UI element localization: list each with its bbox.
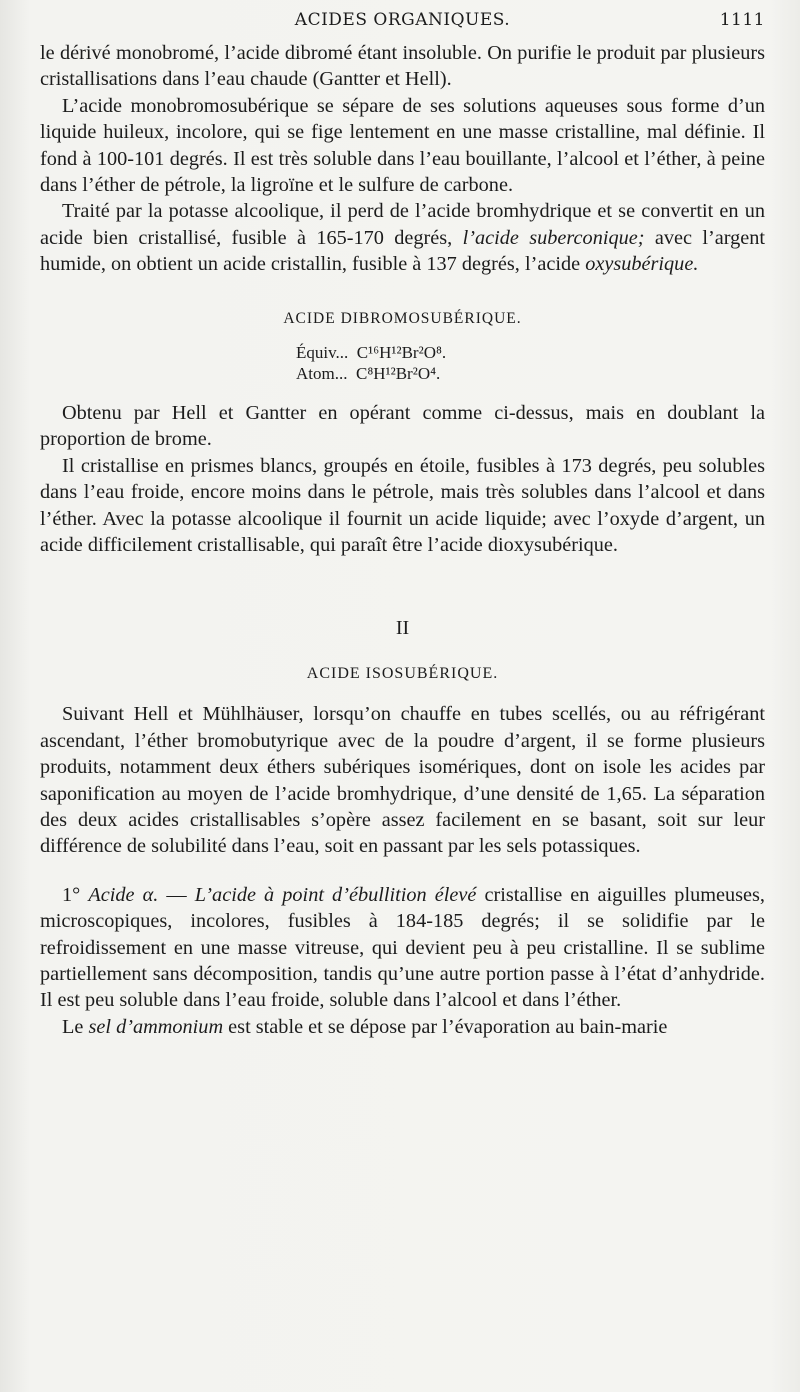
page-body (40, 40, 765, 1040)
formula-atom-row (296, 363, 765, 384)
section-title: ACIDE ISOSUBÉRIQUE. (306, 664, 499, 682)
heading-dibromosuberique: ACIDE DIBROMOSUBÉRIQUE. (283, 309, 522, 327)
text-dash: — (158, 883, 195, 906)
paragraph-potash-treatment (40, 198, 765, 277)
formula-atom-value: C⁸H¹²Br²O⁴. (355, 364, 441, 384)
paragraph-sel-ammonium (40, 1014, 765, 1040)
text-run: cristallise en aiguilles plumeuses, microscopiques, incolores, fusibles à 184-185 degrés; il se solidifie par le refroidissement en une masse vitreuse, qui devient peu à peu cristalline. Il se sublime partiellement sans décomposition, tandis qu’une autre portion passe à l’état d’anhydride. Il est peu soluble dans l’eau froide, soluble dans l’alcool et dans l’éther. (40, 883, 765, 1012)
formula-equiv-value: C¹⁶H¹²Br²O⁸. (356, 343, 447, 363)
paragraph-continuation: le dérivé monobromé, l’acide dibromé étant insoluble. On purifie le produit par plusieurs cristallisations dans l’eau chaude (Gantter et Hell). (40, 42, 765, 91)
paragraph-hell-muhlhauser: Suivant Hell et Mühlhäuser, lorsqu’on chauffe en tubes scellés, ou au réfrigérant ascendant, l’éther bromobutyrique avec de la poudre d’argent, il se forme plusieurs produits, notamment deux éthers subériques isomériques, dont on isole les acides par saponification au moyen de l’acide bromhydrique, d’une densité de 1,65. La séparation des deux acides cristallisables s’opère assez facilement en se basant, soit sur leur différence de solubilité dans l’eau, soit en passant par les sels potassiques. (40, 703, 765, 858)
paragraph-crystallise: Il cristallise en prismes blancs, groupés en étoile, fusibles à 173 degrés, peu solubles dans l’eau froide, encore moins dans le pétrole, mais très solubles dans l’alcool et dans l’éther. Avec la potasse alcoolique il fournit un acide liquide; avec l’oxyde d’argent, un acide difficilement cristallisable, qui paraît être l’acide dioxysubérique. (40, 454, 765, 557)
list-number: 1° (62, 883, 81, 906)
paragraph-acide-alpha (40, 882, 765, 1014)
paragraph-monobromo-properties: L’acide monobromosubérique se sépare de ses solutions aqueuses sous forme d’un liquide huileux, incolore, qui se fige lentement en une masse cristalline, mal définie. Il fond à 100-101 degrés. Il est très soluble dans l’eau bouillante, l’alcool et l’éther, à peine dans l’éther de pétrole, la ligroïne et le sulfure de carbone. (40, 94, 765, 197)
text-run: avec l’argent humide, on obtient un acide cristallin, fusible à 137 degrés, l’acide (40, 226, 766, 276)
italic-term-ebullition: L’acide à point d’ébullition élevé (194, 883, 477, 906)
formula-equiv-row (296, 342, 765, 363)
text-run: Le (62, 1015, 89, 1038)
italic-term-suberconique: l’acide suberconique; (462, 226, 645, 249)
italic-term-acide-alpha: Acide α. (88, 883, 159, 906)
italic-term-sel-ammonium: sel d’ammonium (88, 1015, 224, 1038)
paragraph-obtained: Obtenu par Hell et Gantter en opérant comme ci-dessus, mais en doublant la proportion de brome. (40, 402, 765, 451)
formula-block (296, 342, 765, 384)
formula-atom-label: Atom... (296, 364, 348, 384)
running-title: ACIDES ORGANIQUES. (294, 10, 511, 30)
text-run: Traité par la potasse alcoolique, il perd de l’acide bromhydrique et se convertit en un acide bien cristallisé, fusible à 165-170 degrés, (40, 200, 765, 249)
page-number: 1111 (719, 10, 765, 30)
section-number: II (395, 616, 410, 639)
formula-equiv-label: Équiv... (296, 343, 349, 363)
running-header (40, 10, 765, 36)
italic-term-oxysuberique: oxysubérique. (585, 253, 699, 276)
text-run: est stable et se dépose par l’évaporation au bain-marie (223, 1015, 668, 1038)
